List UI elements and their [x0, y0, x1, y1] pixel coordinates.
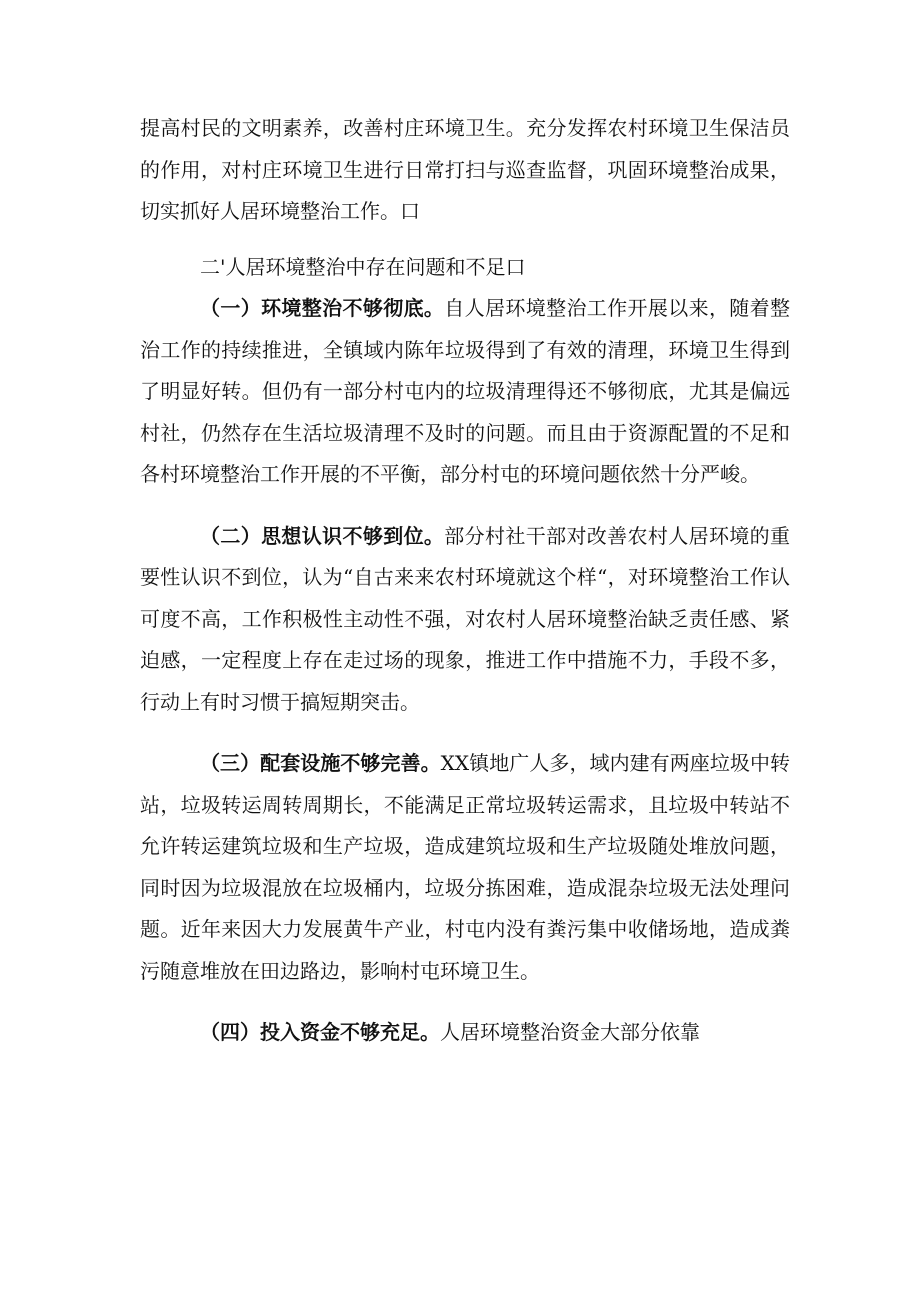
paragraph-issue-3-lead: （三）配套设施不够完善。: [200, 751, 441, 775]
paragraph-issue-2-lead: （二）思想认识不够到位。: [200, 523, 445, 548]
paragraph-issue-1: [140, 288, 790, 496]
paragraph-intro: 提高村民的文明素养，改善村庄环境卫生。充分发挥农村环境卫生保洁员的作用，对村庄环境卫生进行日常打扫与巡查监督，巩固环境整治成果，切实抓好人居环境整治工作。口: [140, 116, 790, 223]
paragraph-issue-4-lead: （四）投入资金不够充足。: [200, 1020, 440, 1044]
section-heading: 二'人居环境整治中存在问题和不足口: [200, 254, 526, 279]
paragraph-issue-1-body: 自人居环境整治工作开展以来，随着整治工作的持续推进，全镇域内陈年垃圾得到了有效的清理，环境卫生得到了明显好转。但仍有一部分村屯内的垃圾清理得还不够彻底，尤其是偏远村社，仍然存在生活垃圾清理不及时的问题。而且由于资源配置的不足和各村环境整治工作开展的不平衡，部分村屯的环境问题依然十分严峻。: [140, 296, 791, 486]
paragraph-issue-4-body: 人居环境整治资金大部分依靠: [440, 1020, 700, 1044]
paragraph-issue-3: [140, 743, 790, 992]
paragraph-issue-2: [140, 516, 790, 724]
paragraph-issue-3-body: XX镇地广人多，域内建有两座垃圾中转站，垃圾转运周转周期长，不能满足正常垃圾转运需求，且垃圾中转站不允许转运建筑垃圾和生产垃圾，造成建筑垃圾和生产垃圾随处堆放问题，同时因为垃圾混放在垃圾桶内，垃圾分拣困难，造成混杂垃圾无法处理问题。近年来因大力发展黄牛产业，村屯内没有粪污集中收储场地，造成粪污随意堆放在田边路边，影响村屯环境卫生。: [140, 751, 790, 983]
paragraph-issue-4: [140, 1012, 790, 1054]
paragraph-issue-1-lead: （一）环境整治不够彻底。: [200, 296, 445, 320]
paragraph-issue-2-body: 部分村社干部对改善农村人居环境的重要性认识不到位，认为“自古来来农村环境就这个样“，对环境整治工作认可度不高，工作积极性主动性不强，对农村人居环境整治缺乏责任感、紧迫感，一定程度上存在走过场的现象，推进工作中措施不力，手段不多，行动上有时习惯于搞短期突击。: [140, 523, 791, 714]
document-page: [140, 108, 790, 1054]
